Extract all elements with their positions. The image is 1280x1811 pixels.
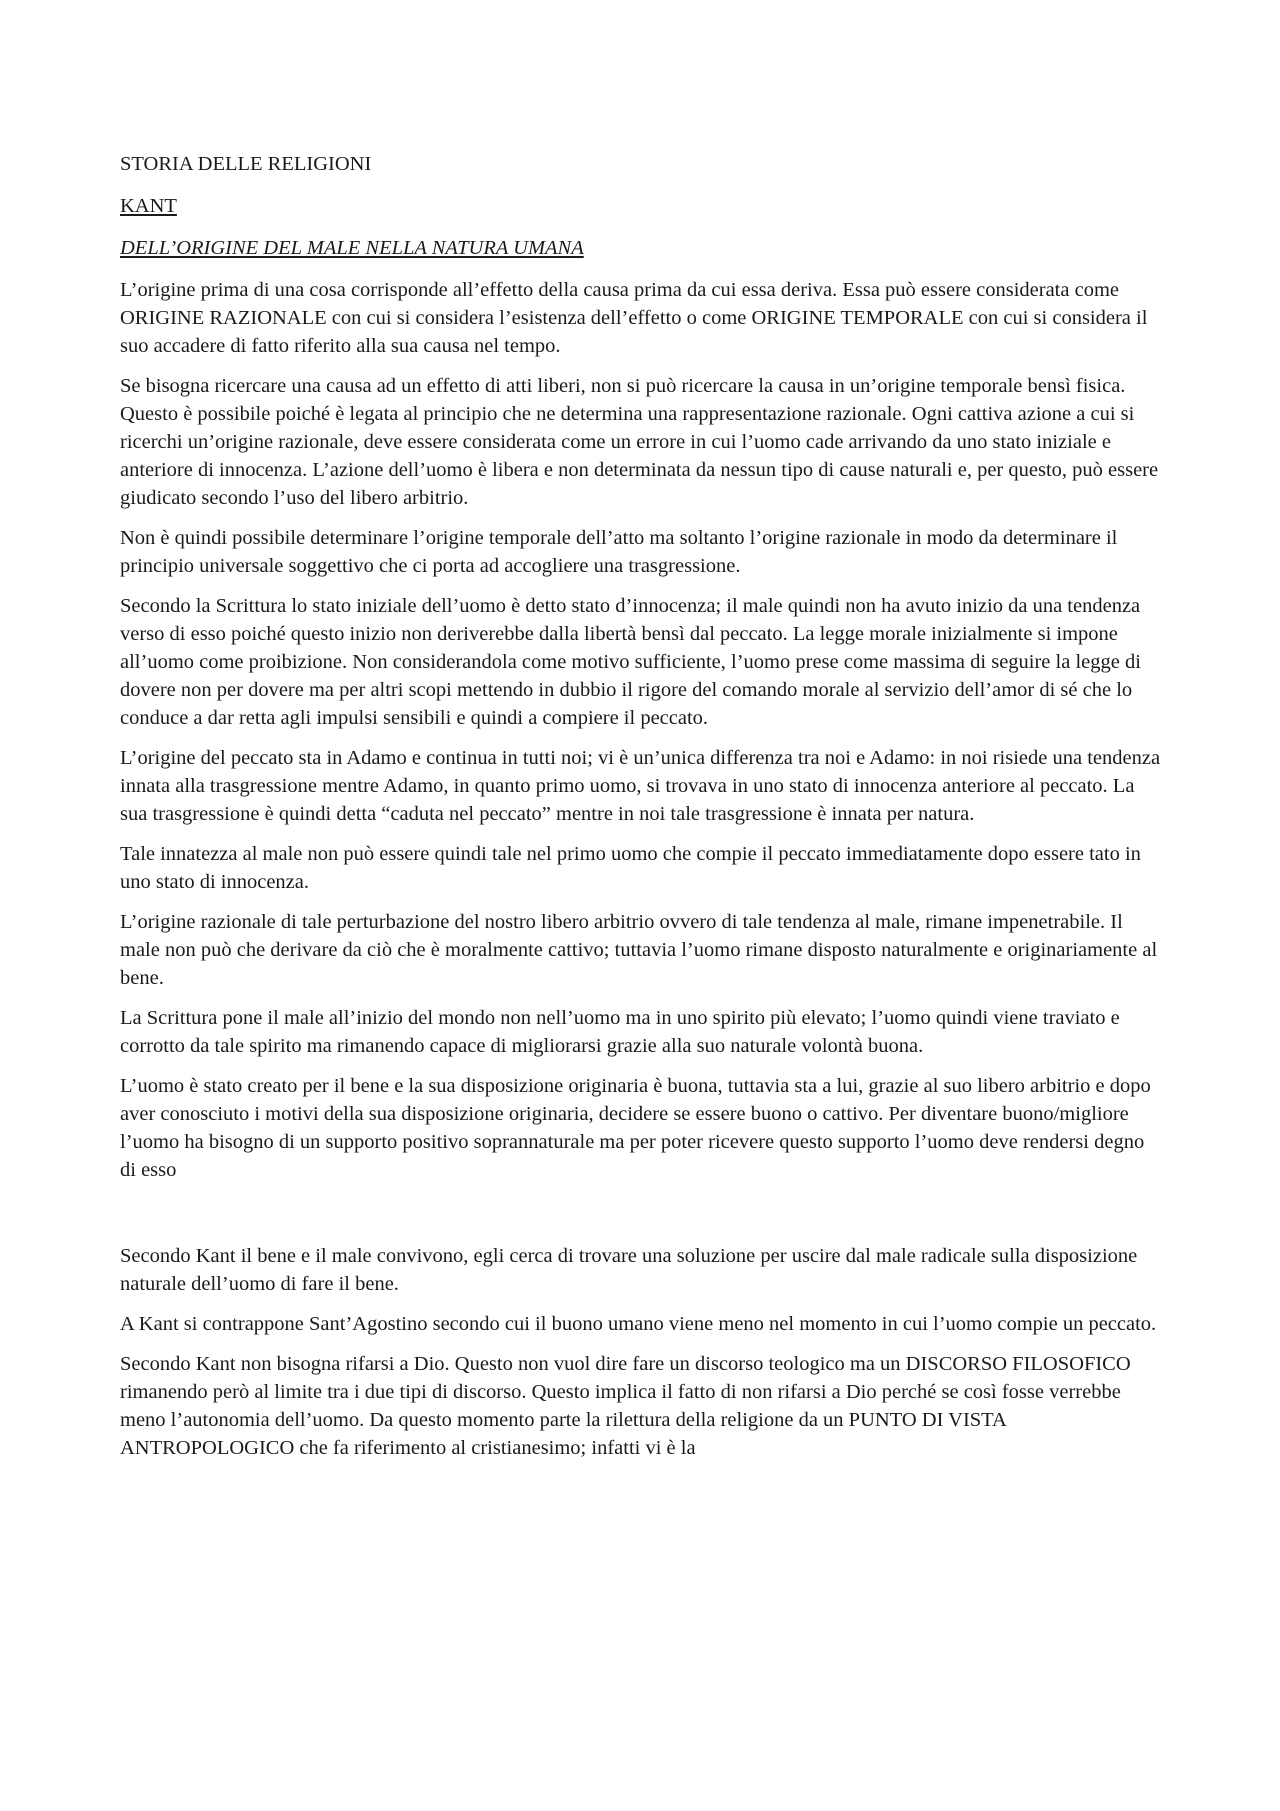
paragraph-6: Tale innatezza al male non può essere quindi tale nel primo uomo che compie il peccato immediatamente dopo essere tato in uno stato di innocenza. <box>120 843 1141 893</box>
author-heading: KANT <box>120 195 177 217</box>
paragraph-7: L’origine razionale di tale perturbazione del nostro libero arbitrio ovvero di tale tendenza al male, rimane impenetrabile. Il male non può che derivare da ciò che è moralmente cattivo; tuttavia l’uomo rimane disposto naturalmente e originariamente al bene. <box>120 911 1158 989</box>
paragraph-1: L’origine prima di una cosa corrisponde all’effetto della causa prima da cui essa deriva. Essa può essere considerata come ORIGINE RAZIONALE con cui si considera l’esistenza dell’effetto o come ORIGINE TEMPORALE con cui si considera il suo accadere di fatto riferito alla sua causa nel tempo. <box>120 279 1148 357</box>
document-page <box>120 150 1165 1474</box>
paragraph-10: Secondo Kant il bene e il male convivono, egli cerca di trovare una soluzione per uscire dal male radicale sulla disposizione naturale dell’uomo di fare il bene. <box>120 1245 1138 1295</box>
document-title: STORIA DELLE RELIGIONI <box>120 153 372 175</box>
paragraph-3: Non è quindi possibile determinare l’origine temporale dell’atto ma soltanto l’origine razionale in modo da determinare il principio universale soggettivo che ci porta ad accogliere una trasgressione. <box>120 527 1118 577</box>
blank-space <box>120 1196 1165 1242</box>
paragraph-5: L’origine del peccato sta in Adamo e continua in tutti noi; vi è un’unica differenza tra noi e Adamo: in noi risiede una tendenza innata alla trasgressione mentre Adamo, in quanto primo uomo, si trovava in uno stato di innocenza anteriore al peccato. La sua trasgressione è quindi detta “caduta nel peccato” mentre in noi tale trasgressione è innata per natura. <box>120 747 1161 825</box>
chapter-subtitle: DELL’ORIGINE DEL MALE NELLA NATURA UMANA <box>120 237 584 259</box>
paragraph-8: La Scrittura pone il male all’inizio del mondo non nell’uomo ma in uno spirito più elevato; l’uomo quindi viene traviato e corrotto da tale spirito ma rimanendo capace di migliorarsi grazie alla suo naturale volontà buona. <box>120 1007 1120 1057</box>
paragraph-12: Secondo Kant non bisogna rifarsi a Dio. Questo non vuol dire fare un discorso teologico ma un DISCORSO FILOSOFICO rimanendo però al limite tra i due tipi di discorso. Questo implica il fatto di non rifarsi a Dio perché se così fosse verrebbe meno l’autonomia dell’uomo. Da questo momento parte la rilettura della religione da un PUNTO DI VISTA ANTROPOLOGICO che fa riferimento al cristianesimo; infatti vi è la <box>120 1353 1131 1459</box>
paragraph-2: Se bisogna ricercare una causa ad un effetto di atti liberi, non si può ricercare la causa in un’origine temporale bensì fisica. Questo è possibile poiché è legata al principio che ne determina una rappresentazione razionale. Ogni cattiva azione a cui si ricerchi un’origine razionale, deve essere considerata come un errore in cui l’uomo cade arrivando da uno stato iniziale e anteriore di innocenza. L’azione dell’uomo è libera e non determinata da nessun tipo di cause naturali e, per questo, può essere giudicato secondo l’uso del libero arbitrio. <box>120 375 1159 509</box>
paragraph-11: A Kant si contrappone Sant’Agostino secondo cui il buono umano viene meno nel momento in cui l’uomo compie un peccato. <box>120 1313 1157 1335</box>
paragraph-9: L’uomo è stato creato per il bene e la sua disposizione originaria è buona, tuttavia sta a lui, grazie al suo libero arbitrio e dopo aver conosciuto i motivi della sua disposizione originaria, decidere se essere buono o cattivo. Per diventare buono/migliore l’uomo ha bisogno di un supporto positivo soprannaturale ma per poter ricevere questo supporto l’uomo deve rendersi degno di esso <box>120 1075 1151 1181</box>
paragraph-4: Secondo la Scrittura lo stato iniziale dell’uomo è detto stato d’innocenza; il male quindi non ha avuto inizio da una tendenza verso di esso poiché questo inizio non deriverebbe dalla libertà bensì dal peccato. La legge morale inizialmente si impone all’uomo come proibizione. Non considerandola come motivo sufficiente, l’uomo prese come massima di seguire la legge di dovere non per dovere ma per altri scopi mettendo in dubbio il rigore del comando morale al servizio dell’amor di sé che lo conduce a dar retta agli impulsi sensibili e quindi a compiere il peccato. <box>120 595 1141 729</box>
